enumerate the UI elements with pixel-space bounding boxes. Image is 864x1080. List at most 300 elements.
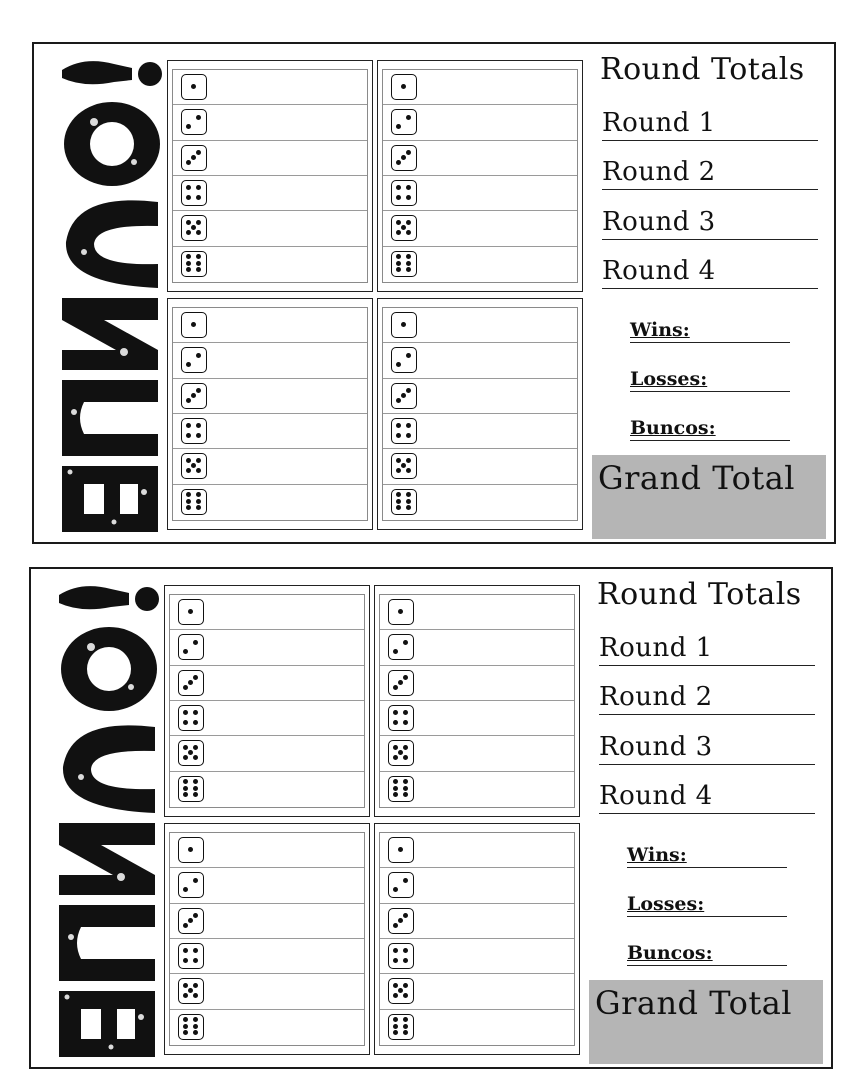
- bunco-logo: [54, 52, 166, 536]
- score-row-3[interactable]: [170, 666, 364, 701]
- score-row-1[interactable]: [170, 595, 364, 630]
- score-row-6[interactable]: [170, 1010, 364, 1045]
- die-pip: [193, 1030, 198, 1035]
- score-row-5[interactable]: [170, 736, 364, 771]
- die-5-icon: [181, 453, 207, 479]
- die-4-icon: [391, 418, 417, 444]
- die-pip: [193, 710, 198, 715]
- die-pip: [403, 675, 408, 680]
- stat-label: Buncos:: [627, 942, 713, 964]
- score-rows: [169, 832, 365, 1046]
- die-pip: [403, 710, 408, 715]
- die-1-icon: [181, 312, 207, 338]
- die-pip: [401, 155, 406, 160]
- grand-total-label: Grand Total: [595, 984, 792, 1022]
- score-row-2[interactable]: [173, 343, 367, 378]
- die-pip: [193, 1017, 198, 1022]
- die-2-icon: [391, 109, 417, 135]
- die-pip: [396, 505, 401, 510]
- score-rows: [382, 307, 578, 521]
- score-rows: [379, 832, 575, 1046]
- die-pip: [403, 720, 408, 725]
- score-row-5[interactable]: [173, 211, 367, 246]
- die-pip: [186, 230, 191, 235]
- score-rows: [379, 594, 575, 808]
- die-3-icon: [178, 908, 204, 934]
- die-pip: [196, 150, 201, 155]
- die-5-icon: [388, 978, 414, 1004]
- die-2-icon: [178, 872, 204, 898]
- die-pip: [403, 1030, 408, 1035]
- die-pip: [403, 786, 408, 791]
- score-board-3: [164, 823, 370, 1055]
- die-pip: [188, 988, 193, 993]
- score-row-6[interactable]: [173, 247, 367, 282]
- die-2-icon: [391, 347, 417, 373]
- stat-label: Losses:: [630, 368, 708, 390]
- die-6-icon: [181, 251, 207, 277]
- die-3-icon: [388, 908, 414, 934]
- die-pip: [406, 150, 411, 155]
- score-grid: [167, 60, 585, 532]
- die-pip: [406, 115, 411, 120]
- score-row-4[interactable]: [383, 176, 577, 211]
- score-row-3[interactable]: [383, 141, 577, 176]
- score-row-4[interactable]: [383, 414, 577, 449]
- die-pip: [403, 1017, 408, 1022]
- buncos-line[interactable]: [630, 416, 790, 441]
- die-pip: [396, 254, 401, 259]
- score-row-1[interactable]: [383, 70, 577, 105]
- die-pip: [403, 640, 408, 645]
- die-pip: [186, 505, 191, 510]
- die-pip: [196, 185, 201, 190]
- round-1-line[interactable]: Round 1: [599, 631, 815, 666]
- score-row-1[interactable]: [383, 308, 577, 343]
- die-pip: [183, 923, 188, 928]
- score-row-3[interactable]: [380, 904, 574, 939]
- score-row-5[interactable]: [170, 974, 364, 1009]
- die-pip: [396, 499, 401, 504]
- die-pip: [403, 983, 408, 988]
- die-pip: [183, 685, 188, 690]
- stat-label: Buncos:: [630, 417, 716, 439]
- round-2-line[interactable]: Round 2: [602, 155, 818, 190]
- die-1-icon: [178, 599, 204, 625]
- scorecard: [29, 567, 833, 1069]
- die-pip: [183, 993, 188, 998]
- score-row-3[interactable]: [173, 141, 367, 176]
- die-6-icon: [181, 489, 207, 515]
- die-pip: [403, 993, 408, 998]
- die-pip: [396, 160, 401, 165]
- die-4-icon: [181, 418, 207, 444]
- die-pip: [393, 685, 398, 690]
- die-pip: [396, 267, 401, 272]
- die-4-icon: [388, 705, 414, 731]
- die-5-icon: [391, 453, 417, 479]
- die-pip: [393, 786, 398, 791]
- score-row-2[interactable]: [383, 105, 577, 140]
- die-pip: [193, 720, 198, 725]
- die-pip: [406, 458, 411, 463]
- die-pip: [186, 160, 191, 165]
- score-rows: [382, 69, 578, 283]
- score-row-1[interactable]: [170, 833, 364, 868]
- die-pip: [191, 155, 196, 160]
- die-pip: [188, 918, 193, 923]
- die-pip: [393, 710, 398, 715]
- score-row-2[interactable]: [383, 343, 577, 378]
- die-pip: [401, 463, 406, 468]
- die-4-icon: [178, 943, 204, 969]
- score-board-4: [377, 298, 583, 530]
- score-board-4: [374, 823, 580, 1055]
- die-3-icon: [178, 670, 204, 696]
- die-pip: [406, 433, 411, 438]
- score-row-2[interactable]: [380, 630, 574, 665]
- score-row-6[interactable]: [173, 485, 367, 520]
- die-3-icon: [391, 145, 417, 171]
- score-row-2[interactable]: [170, 630, 364, 665]
- die-pip: [396, 230, 401, 235]
- round-totals-title: Round Totals: [600, 52, 805, 87]
- die-pip: [183, 745, 188, 750]
- die-pip: [393, 1024, 398, 1029]
- die-pip: [403, 958, 408, 963]
- score-rows: [172, 69, 368, 283]
- die-1-icon: [388, 599, 414, 625]
- round-2-line[interactable]: Round 2: [599, 680, 815, 715]
- die-pip: [186, 362, 191, 367]
- die-pip: [406, 468, 411, 473]
- die-2-icon: [388, 634, 414, 660]
- die-pip: [398, 918, 403, 923]
- score-row-2[interactable]: [170, 868, 364, 903]
- score-row-4[interactable]: [170, 939, 364, 974]
- score-row-4[interactable]: [380, 701, 574, 736]
- die-pip: [196, 353, 201, 358]
- die-pip: [406, 353, 411, 358]
- stat-label: Wins:: [627, 844, 687, 866]
- round-totals-title: Round Totals: [597, 577, 802, 612]
- die-pip: [393, 779, 398, 784]
- die-pip: [183, 786, 188, 791]
- die-pip: [398, 609, 403, 614]
- die-3-icon: [391, 383, 417, 409]
- die-6-icon: [178, 1014, 204, 1040]
- die-pip: [403, 1024, 408, 1029]
- die-pip: [406, 499, 411, 504]
- die-pip: [393, 755, 398, 760]
- die-pip: [403, 913, 408, 918]
- die-pip: [196, 458, 201, 463]
- score-row-3[interactable]: [170, 904, 364, 939]
- losses-line[interactable]: [627, 892, 787, 917]
- die-pip: [406, 254, 411, 259]
- grand-total-box[interactable]: [592, 455, 826, 539]
- die-pip: [186, 220, 191, 225]
- die-pip: [406, 492, 411, 497]
- die-pip: [196, 492, 201, 497]
- score-rows: [169, 594, 365, 808]
- die-1-icon: [391, 74, 417, 100]
- die-pip: [406, 261, 411, 266]
- die-pip: [191, 225, 196, 230]
- die-pip: [396, 433, 401, 438]
- die-pip: [193, 1024, 198, 1029]
- die-pip: [401, 84, 406, 89]
- score-row-5[interactable]: [383, 211, 577, 246]
- die-pip: [393, 958, 398, 963]
- die-pip: [196, 261, 201, 266]
- die-1-icon: [391, 312, 417, 338]
- bunco-logo-graphic: [51, 577, 163, 1061]
- die-pip: [196, 220, 201, 225]
- die-pip: [193, 755, 198, 760]
- die-pip: [406, 220, 411, 225]
- die-pip: [193, 958, 198, 963]
- die-5-icon: [178, 740, 204, 766]
- die-pip: [393, 720, 398, 725]
- die-1-icon: [178, 837, 204, 863]
- die-pip: [396, 124, 401, 129]
- die-pip: [396, 195, 401, 200]
- die-pip: [406, 230, 411, 235]
- die-pip: [398, 988, 403, 993]
- score-board-3: [167, 298, 373, 530]
- die-pip: [183, 649, 188, 654]
- die-pip: [398, 750, 403, 755]
- stat-label: Wins:: [630, 319, 690, 341]
- die-pip: [403, 755, 408, 760]
- die-pip: [196, 230, 201, 235]
- die-pip: [191, 463, 196, 468]
- score-board-2: [374, 585, 580, 817]
- die-pip: [393, 923, 398, 928]
- die-4-icon: [178, 705, 204, 731]
- score-row-6[interactable]: [383, 247, 577, 282]
- stat-label: Losses:: [627, 893, 705, 915]
- score-row-1[interactable]: [173, 308, 367, 343]
- score-row-6[interactable]: [380, 1010, 574, 1045]
- round-totals-panel: [596, 50, 832, 540]
- die-pip: [196, 195, 201, 200]
- score-row-6[interactable]: [383, 485, 577, 520]
- scorecard: [32, 42, 836, 544]
- score-row-2[interactable]: [380, 868, 574, 903]
- die-pip: [196, 505, 201, 510]
- die-pip: [401, 393, 406, 398]
- die-pip: [403, 948, 408, 953]
- round-4-line[interactable]: Round 4: [602, 254, 818, 289]
- die-pip: [193, 640, 198, 645]
- score-row-1[interactable]: [380, 595, 574, 630]
- die-pip: [406, 505, 411, 510]
- die-pip: [398, 847, 403, 852]
- die-pip: [396, 261, 401, 266]
- score-row-4[interactable]: [173, 176, 367, 211]
- die-pip: [193, 948, 198, 953]
- losses-line[interactable]: [630, 367, 790, 392]
- score-row-5[interactable]: [380, 974, 574, 1009]
- die-pip: [406, 267, 411, 272]
- score-board-1: [167, 60, 373, 292]
- die-pip: [186, 423, 191, 428]
- die-pip: [193, 913, 198, 918]
- die-pip: [393, 1017, 398, 1022]
- die-2-icon: [388, 872, 414, 898]
- die-pip: [186, 254, 191, 259]
- die-pip: [196, 254, 201, 259]
- die-3-icon: [181, 145, 207, 171]
- score-rows: [172, 307, 368, 521]
- die-pip: [401, 322, 406, 327]
- score-row-1[interactable]: [380, 833, 574, 868]
- die-pip: [193, 878, 198, 883]
- die-pip: [186, 492, 191, 497]
- die-pip: [188, 609, 193, 614]
- die-pip: [393, 948, 398, 953]
- die-1-icon: [388, 837, 414, 863]
- score-row-1[interactable]: [173, 70, 367, 105]
- die-pip: [398, 680, 403, 685]
- die-pip: [183, 1030, 188, 1035]
- die-pip: [186, 195, 191, 200]
- wins-line[interactable]: [630, 318, 790, 343]
- die-pip: [186, 267, 191, 272]
- grand-total-box[interactable]: [589, 980, 823, 1064]
- round-3-line[interactable]: Round 3: [599, 730, 815, 765]
- die-pip: [193, 675, 198, 680]
- die-pip: [183, 948, 188, 953]
- die-pip: [186, 499, 191, 504]
- score-row-4[interactable]: [170, 701, 364, 736]
- die-pip: [196, 499, 201, 504]
- die-pip: [183, 983, 188, 988]
- die-pip: [183, 1024, 188, 1029]
- die-pip: [393, 792, 398, 797]
- die-pip: [191, 393, 196, 398]
- round-3-line[interactable]: Round 3: [602, 205, 818, 240]
- die-pip: [186, 124, 191, 129]
- die-pip: [191, 322, 196, 327]
- die-5-icon: [178, 978, 204, 1004]
- die-pip: [196, 388, 201, 393]
- die-pip: [406, 423, 411, 428]
- die-pip: [193, 792, 198, 797]
- die-pip: [396, 185, 401, 190]
- score-grid: [164, 585, 582, 1057]
- die-pip: [196, 267, 201, 272]
- score-row-3[interactable]: [383, 379, 577, 414]
- die-1-icon: [181, 74, 207, 100]
- die-3-icon: [388, 670, 414, 696]
- die-pip: [196, 115, 201, 120]
- die-pip: [193, 993, 198, 998]
- die-pip: [188, 680, 193, 685]
- score-row-4[interactable]: [173, 414, 367, 449]
- score-row-5[interactable]: [380, 736, 574, 771]
- die-5-icon: [388, 740, 414, 766]
- die-pip: [396, 423, 401, 428]
- die-pip: [183, 720, 188, 725]
- die-6-icon: [388, 1014, 414, 1040]
- score-row-6[interactable]: [170, 772, 364, 807]
- die-4-icon: [181, 180, 207, 206]
- die-pip: [393, 649, 398, 654]
- score-row-3[interactable]: [173, 379, 367, 414]
- die-pip: [396, 398, 401, 403]
- score-row-2[interactable]: [173, 105, 367, 140]
- die-pip: [196, 468, 201, 473]
- die-pip: [186, 185, 191, 190]
- die-pip: [396, 362, 401, 367]
- die-pip: [393, 745, 398, 750]
- die-pip: [396, 468, 401, 473]
- die-pip: [396, 220, 401, 225]
- die-4-icon: [388, 943, 414, 969]
- die-pip: [403, 878, 408, 883]
- die-pip: [393, 993, 398, 998]
- die-pip: [186, 261, 191, 266]
- die-pip: [183, 779, 188, 784]
- die-pip: [183, 958, 188, 963]
- die-6-icon: [391, 251, 417, 277]
- bunco-logo: [51, 577, 163, 1061]
- round-1-line[interactable]: Round 1: [602, 106, 818, 141]
- die-pip: [188, 847, 193, 852]
- wins-line[interactable]: [627, 843, 787, 868]
- die-pip: [396, 458, 401, 463]
- die-pip: [188, 750, 193, 755]
- grand-total-label: Grand Total: [598, 459, 795, 497]
- score-row-3[interactable]: [380, 666, 574, 701]
- die-pip: [183, 887, 188, 892]
- die-pip: [401, 225, 406, 230]
- die-5-icon: [181, 215, 207, 241]
- die-pip: [193, 745, 198, 750]
- round-4-line[interactable]: Round 4: [599, 779, 815, 814]
- die-pip: [196, 433, 201, 438]
- buncos-line[interactable]: [627, 941, 787, 966]
- die-6-icon: [391, 489, 417, 515]
- score-row-4[interactable]: [380, 939, 574, 974]
- score-row-6[interactable]: [380, 772, 574, 807]
- die-pip: [403, 792, 408, 797]
- die-pip: [183, 710, 188, 715]
- die-pip: [186, 468, 191, 473]
- die-pip: [406, 185, 411, 190]
- die-pip: [393, 1030, 398, 1035]
- score-board-1: [164, 585, 370, 817]
- die-pip: [186, 398, 191, 403]
- die-pip: [403, 745, 408, 750]
- die-pip: [193, 983, 198, 988]
- die-6-icon: [178, 776, 204, 802]
- die-pip: [183, 1017, 188, 1022]
- die-pip: [193, 779, 198, 784]
- die-pip: [186, 458, 191, 463]
- die-pip: [183, 755, 188, 760]
- round-totals-panel: [593, 575, 829, 1065]
- score-row-5[interactable]: [173, 449, 367, 484]
- die-6-icon: [388, 776, 414, 802]
- die-5-icon: [391, 215, 417, 241]
- die-2-icon: [181, 109, 207, 135]
- die-pip: [393, 983, 398, 988]
- score-row-5[interactable]: [383, 449, 577, 484]
